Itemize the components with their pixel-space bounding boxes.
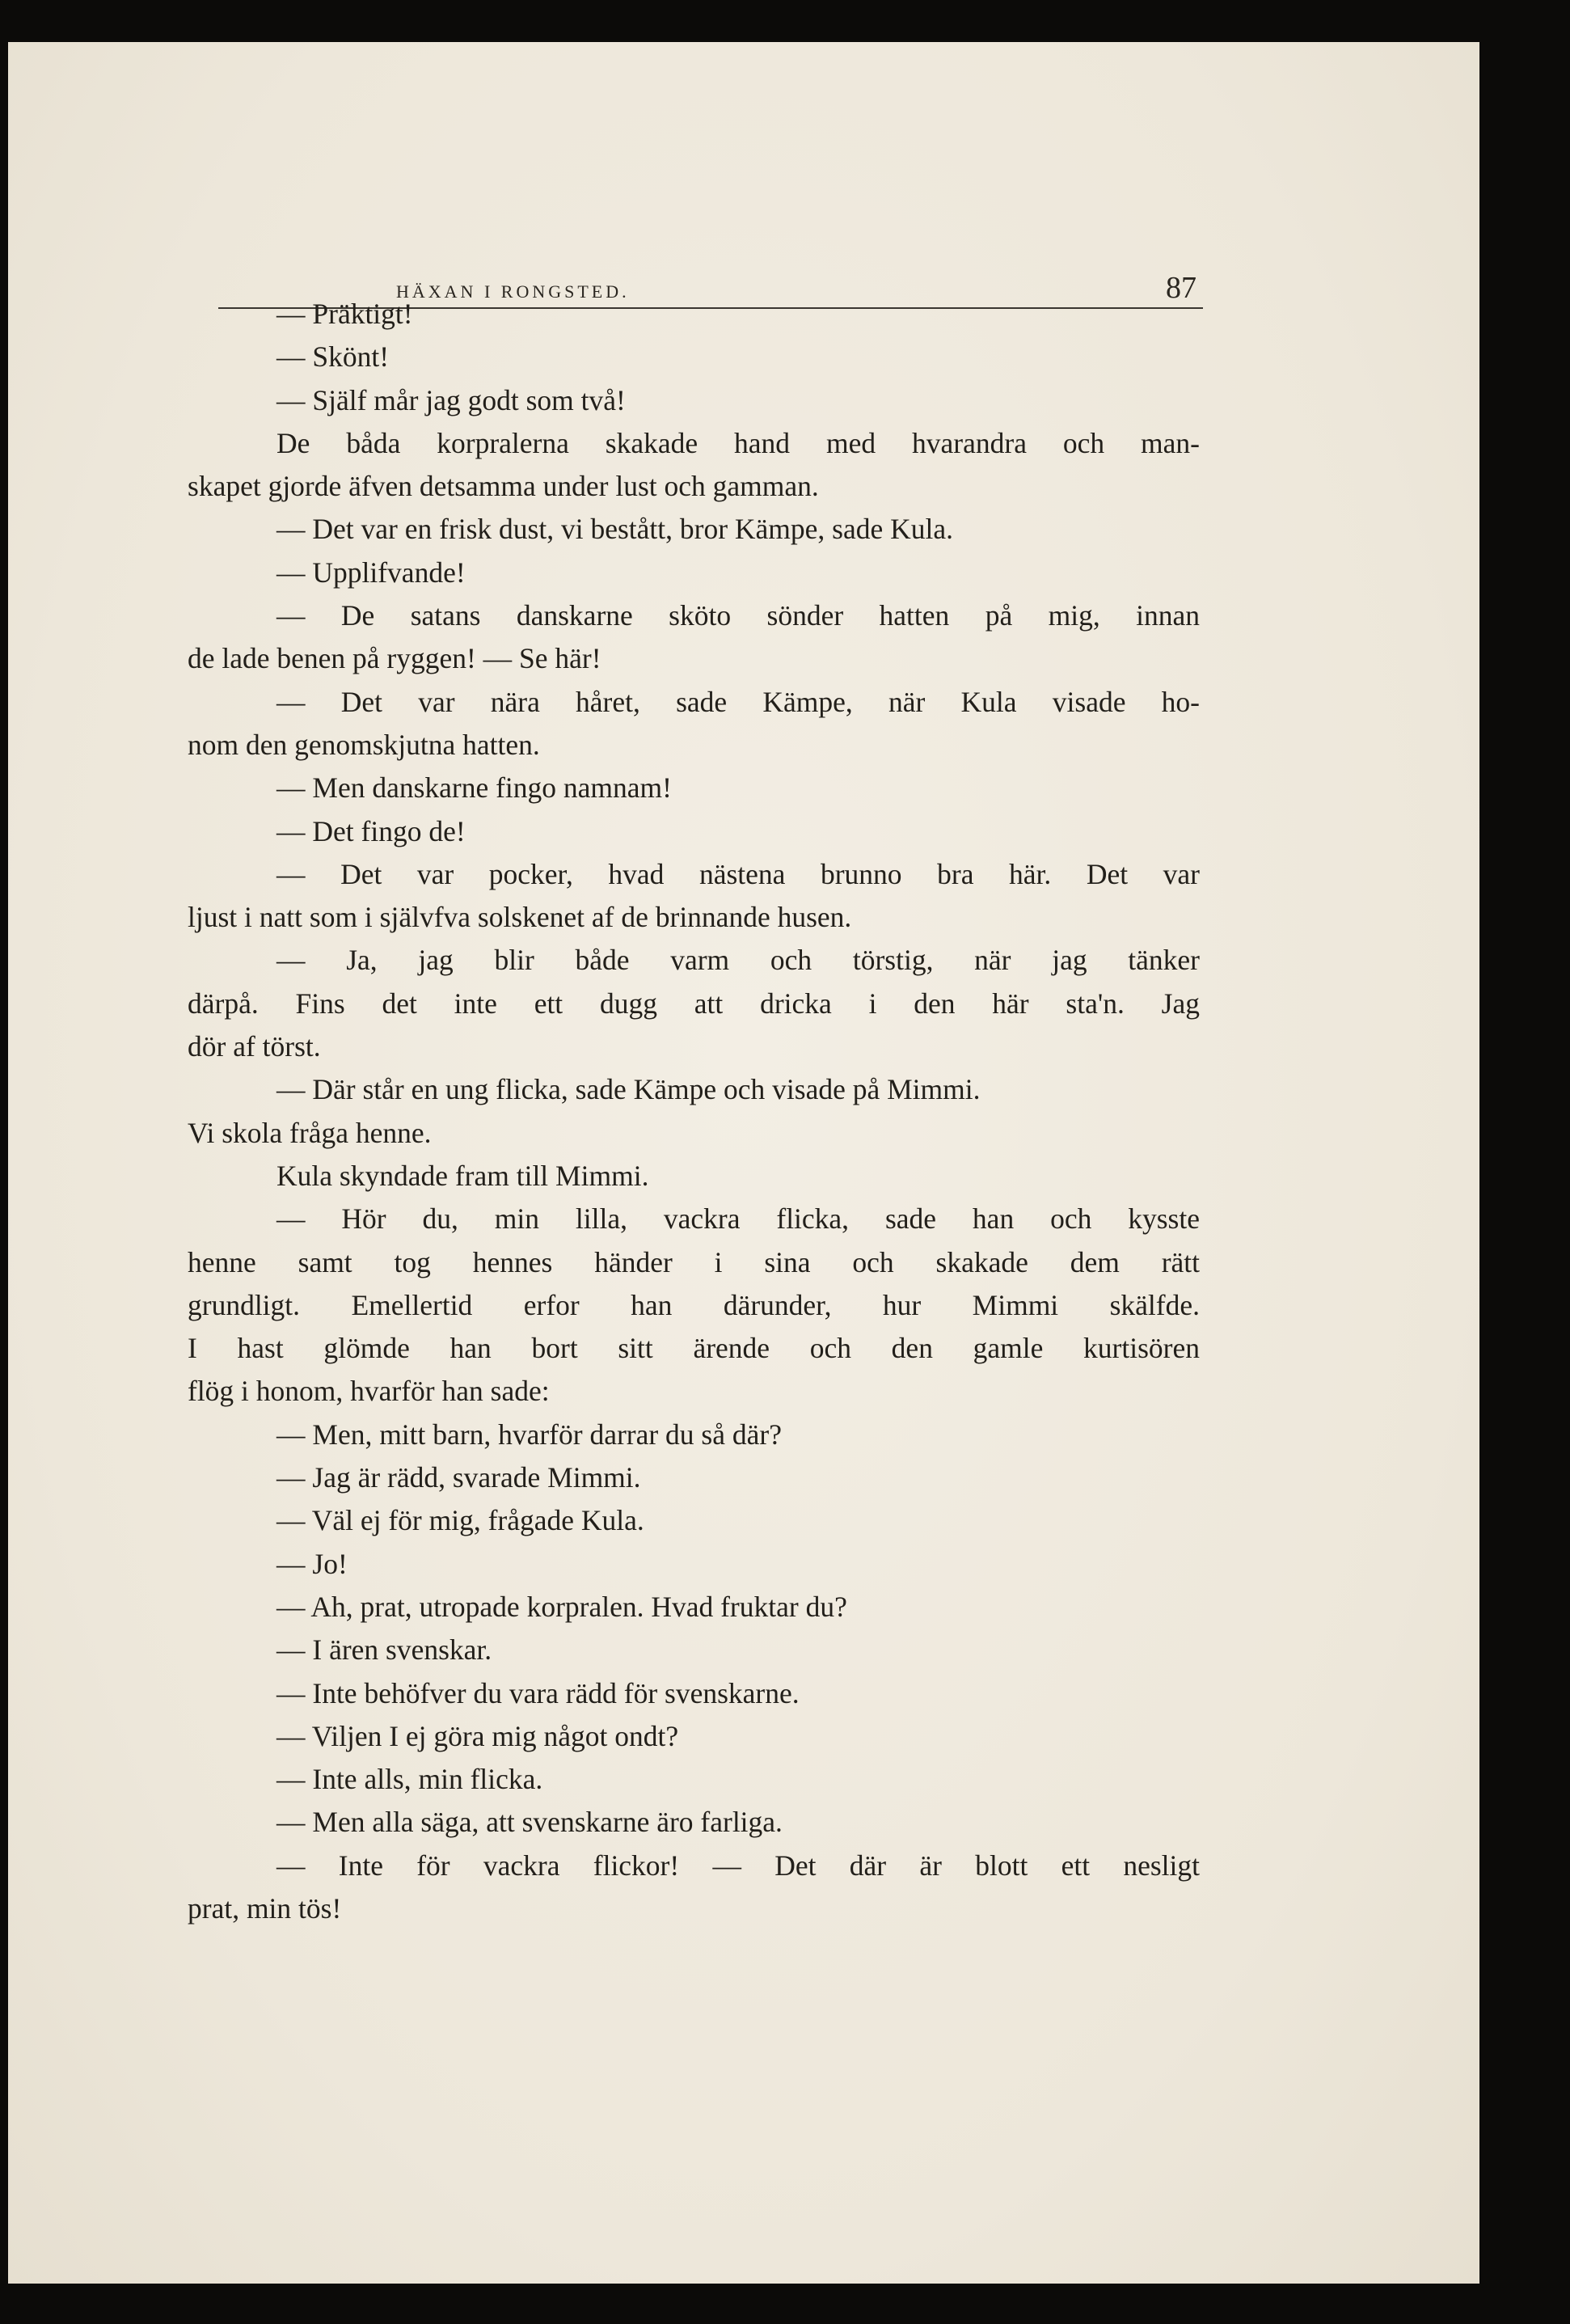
text-line: — Det var en frisk dust, vi bestått, bror Kämpe, sade Kula. [276,513,953,546]
text-line: flög i honom, hvarför han sade: [188,1375,550,1408]
text-line: — Det fingo de! [276,814,466,847]
text-line: — Själf mår jag godt som två! [276,383,626,416]
text-line: grundligt. Emellertid erfor han därunder, hur Mimmi skälfde. [188,1288,1200,1321]
text-line: — Skönt! [276,340,390,374]
text-line: — Ah, prat, utropade korpralen. Hvad fruktar du? [276,1590,847,1623]
text-line: — Men danskarne fingo namnam! [276,771,672,805]
text-line: — Väl ej för mig, frågade Kula. [276,1504,644,1537]
text-line: henne samt tog hennes händer i sina och skakade dem rätt [188,1245,1200,1278]
text-line: — Viljen I ej göra mig något ondt? [276,1719,679,1752]
text-line: — Där står en ung flicka, sade Kämpe och visade på Mimmi. [276,1073,981,1106]
text-line: dör af törst. [188,1030,321,1063]
text-line: — Hör du, min lilla, vackra flicka, sade han och kysste [276,1202,1200,1236]
text-line: därpå. Fins det inte ett dugg att dricka i den här sta'n. Jag [188,987,1200,1020]
text-line: de lade benen på ryggen! — Se här! [188,642,601,675]
text-line: nom den genomskjutna hatten. [188,728,540,761]
text-line: — Präktigt! [276,298,413,330]
text-line: Vi skola fråga henne. [188,1116,432,1149]
text-line: — Ja, jag blir både varm och törstig, när jag tänker [276,944,1200,977]
text-line: prat, min tös! [188,1891,342,1925]
text-line: — I ären svenskar. [276,1633,492,1667]
text-line: skapet gjorde äfven detsamma under lust och gamman. [188,470,819,503]
text-line: I hast glömde han bort sitt ärende och den gamle kurtisören [188,1332,1200,1365]
text-line: — Inte alls, min flicka. [276,1763,543,1796]
text-line: — Det var pocker, hvad nästena brunno bra här. Det var [276,857,1200,890]
text-line: — Jag är rädd, svarade Mimmi. [276,1461,641,1494]
text-line: — Inte behöfver du vara rädd för svenskarne. [276,1676,800,1709]
text-line: — Upplifvande! [276,556,466,589]
text-line: De båda korpralerna skakade hand med hvarandra och man- [276,426,1200,459]
text-line: — Men, mitt barn, hvarför darrar du så där? [276,1418,782,1451]
page-number: 87 [1166,271,1196,305]
text-line: ljust i natt som i självfva solskenet af de brinnande husen. [188,901,852,934]
running-title: HÄXAN I RONGSTED. [396,281,630,302]
text-line: — Det var nära håret, sade Kämpe, när Kula visade ho- [276,685,1200,718]
text-line: — Men alla säga, att svenskarne äro farliga. [276,1806,783,1839]
text-line: — Jo! [276,1547,348,1580]
text-line: — Inte för vackra flickor! — Det där är blott ett nesligt [276,1849,1200,1882]
body-text [188,293,1200,1930]
text-line: — De satans danskarne sköto sönder hatten på mig, innan [276,599,1200,632]
text-line: Kula skyndade fram till Mimmi. [276,1159,649,1192]
